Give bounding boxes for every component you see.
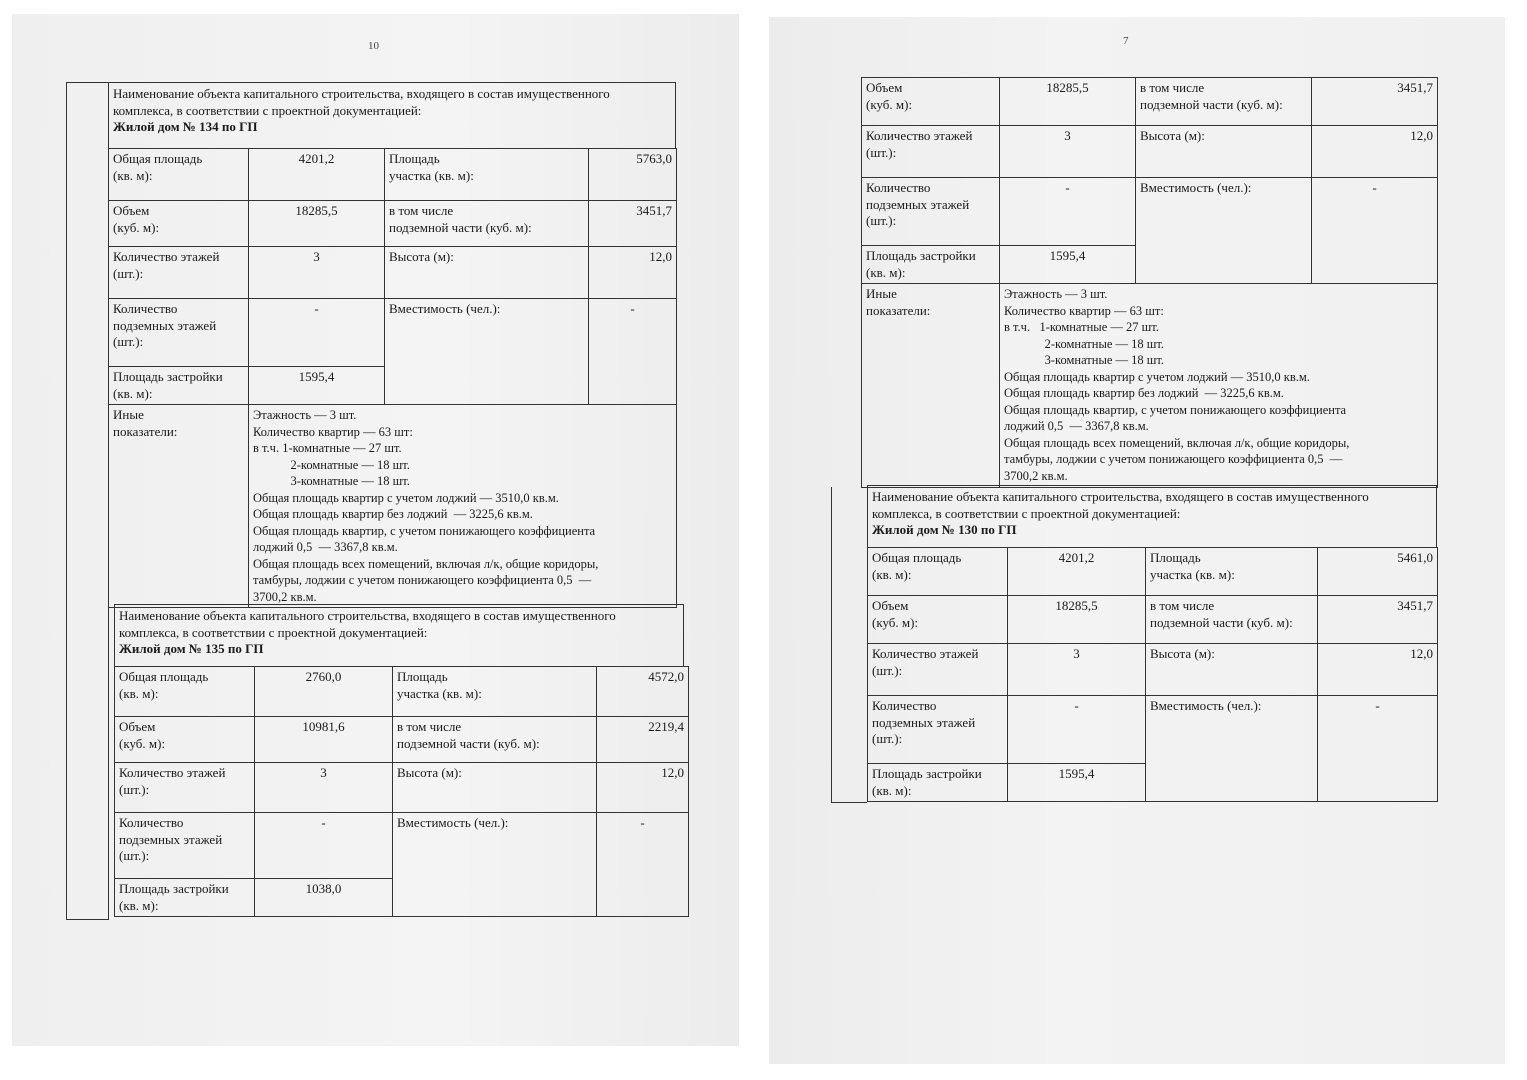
capacity-value: -	[589, 299, 677, 405]
height-value: 12,0	[1318, 644, 1438, 696]
object-table-130	[867, 547, 1438, 802]
heading-text: Наименование объекта капитального строительства, входящего в состав имущественного комплекса, в соответствии с проектной документацией:	[872, 489, 1369, 521]
height-label: Высота (м):	[1146, 644, 1318, 696]
object-title: Жилой дом № 130 по ГП	[872, 522, 1017, 537]
volume-label: Объем (куб. м):	[115, 717, 255, 763]
capacity-value: -	[1312, 178, 1438, 284]
underground-floors-value: -	[1000, 178, 1136, 246]
underground-volume-value: 3451,7	[589, 201, 677, 247]
height-label: Высота (м):	[393, 763, 597, 813]
underground-volume-label: в том числе подземной части (куб. м):	[393, 717, 597, 763]
page-number: 10	[368, 40, 379, 52]
floors-label: Количество этажей (шт.):	[868, 644, 1008, 696]
underground-floors-value: -	[1008, 696, 1146, 764]
other-indicators-label: Иные показатели:	[109, 405, 249, 608]
floors-value: 3	[249, 247, 385, 299]
capacity-label: Вместимость (чел.):	[1146, 696, 1318, 802]
object-table-continued	[861, 77, 1438, 488]
underground-floors-label: Количество подземных этажей (шт.):	[862, 178, 1000, 246]
building-area-value: 1595,4	[249, 367, 385, 405]
height-label: Высота (м):	[1136, 126, 1312, 178]
capacity-label: Вместимость (чел.):	[393, 813, 597, 917]
height-value: 12,0	[1312, 126, 1438, 178]
underground-floors-label: Количество подземных этажей (шт.):	[115, 813, 255, 879]
object-table-134	[108, 148, 677, 608]
capacity-label: Вместимость (чел.):	[1136, 178, 1312, 284]
other-indicators-label: Иные показатели:	[862, 284, 1000, 488]
building-area-label: Площадь застройки (кв. м):	[862, 246, 1000, 284]
building-area-value: 1595,4	[1000, 246, 1136, 284]
underground-volume-label: в том числе подземной части (куб. м):	[1146, 596, 1318, 644]
building-area-value: 1038,0	[255, 879, 393, 917]
object-title: Жилой дом № 134 по ГП	[113, 119, 258, 134]
heading-text: Наименование объекта капитального строительства, входящего в состав имущественного комплекса, в соответствии с проектной документацией:	[113, 86, 610, 118]
underground-volume-value: 3451,7	[1312, 78, 1438, 126]
building-area-label: Площадь застройки (кв. м):	[868, 764, 1008, 802]
site-area-value: 4572,0	[597, 667, 689, 717]
volume-label: Объем (куб. м):	[862, 78, 1000, 126]
height-value: 12,0	[589, 247, 677, 299]
left-page	[12, 14, 739, 1046]
volume-value: 18285,5	[249, 201, 385, 247]
heading-text: Наименование объекта капитального строительства, входящего в состав имущественного комплекса, в соответствии с проектной документацией:	[119, 608, 616, 640]
underground-volume-label: в том числе подземной части (куб. м):	[385, 201, 589, 247]
object-table-135	[114, 666, 689, 917]
volume-label: Объем (куб. м):	[109, 201, 249, 247]
volume-value: 18285,5	[1000, 78, 1136, 126]
volume-label: Объем (куб. м):	[868, 596, 1008, 644]
building-area-label: Площадь застройки (кв. м):	[109, 367, 249, 405]
right-page	[769, 17, 1505, 1064]
site-area-value: 5763,0	[589, 149, 677, 201]
site-area-label: Площадь участка (кв. м):	[393, 667, 597, 717]
building-area-value: 1595,4	[1008, 764, 1146, 802]
floors-label: Количество этажей (шт.):	[862, 126, 1000, 178]
volume-value: 10981,6	[255, 717, 393, 763]
underground-floors-value: -	[249, 299, 385, 367]
capacity-value: -	[597, 813, 689, 917]
margin-column	[831, 487, 867, 803]
volume-value: 18285,5	[1008, 596, 1146, 644]
underground-floors-label: Количество подземных этажей (шт.):	[868, 696, 1008, 764]
object-heading-134	[108, 82, 676, 148]
margin-column	[66, 82, 109, 920]
object-title: Жилой дом № 135 по ГП	[119, 641, 264, 656]
site-area-label: Площадь участка (кв. м):	[1146, 548, 1318, 596]
floors-value: 3	[1000, 126, 1136, 178]
underground-volume-label: в том числе подземной части (куб. м):	[1136, 78, 1312, 126]
capacity-label: Вместимость (чел.):	[385, 299, 589, 405]
building-area-label: Площадь застройки (кв. м):	[115, 879, 255, 917]
object-heading-130	[867, 485, 1437, 547]
underground-floors-label: Количество подземных этажей (шт.):	[109, 299, 249, 367]
underground-volume-value: 3451,7	[1318, 596, 1438, 644]
capacity-value: -	[1318, 696, 1438, 802]
height-label: Высота (м):	[385, 247, 589, 299]
floors-value: 3	[255, 763, 393, 813]
underground-floors-value: -	[255, 813, 393, 879]
total-area-label: Общая площадь (кв. м):	[868, 548, 1008, 596]
total-area-value: 4201,2	[249, 149, 385, 201]
total-area-value: 4201,2	[1008, 548, 1146, 596]
other-indicators-value: Этажность — 3 шт. Количество квартир — 63 шт: в т.ч. 1-комнатные — 27 шт. 2-комнатные — 18 шт. 3-комнатные — 18 шт. Общая площадь квартир с учетом лоджий — 3510,0 кв.м. Общая площадь квартир без лоджий — 3225,6 кв.м. Общая площадь квартир, с учетом понижающего коэффициента лоджий 0,5 — 3367,8 кв.м. Общая площадь всех помещений, включая л/к, общие коридоры, тамбуры, лоджии с учетом понижающего коэффициента 0,5 — 3700,2 кв.м.	[249, 405, 677, 608]
underground-volume-value: 2219,4	[597, 717, 689, 763]
height-value: 12,0	[597, 763, 689, 813]
floors-value: 3	[1008, 644, 1146, 696]
total-area-value: 2760,0	[255, 667, 393, 717]
site-area-label: Площадь участка (кв. м):	[385, 149, 589, 201]
site-area-value: 5461,0	[1318, 548, 1438, 596]
floors-label: Количество этажей (шт.):	[109, 247, 249, 299]
other-indicators-value: Этажность — 3 шт. Количество квартир — 63 шт: в т.ч. 1-комнатные — 27 шт. 2-комнатные — 18 шт. 3-комнатные — 18 шт. Общая площадь квартир с учетом лоджий — 3510,0 кв.м. Общая площадь квартир без лоджий — 3225,6 кв.м. Общая площадь квартир, с учетом понижающего коэффициента лоджий 0,5 — 3367,8 кв.м. Общая площадь всех помещений, включая л/к, общие коридоры, тамбуры, лоджии с учетом понижающего коэффициента 0,5 — 3700,2 кв.м.	[1000, 284, 1438, 488]
total-area-label: Общая площадь (кв. м):	[115, 667, 255, 717]
total-area-label: Общая площадь (кв. м):	[109, 149, 249, 201]
page-number: 7	[1123, 35, 1129, 47]
floors-label: Количество этажей (шт.):	[115, 763, 255, 813]
object-heading-135	[114, 604, 684, 666]
